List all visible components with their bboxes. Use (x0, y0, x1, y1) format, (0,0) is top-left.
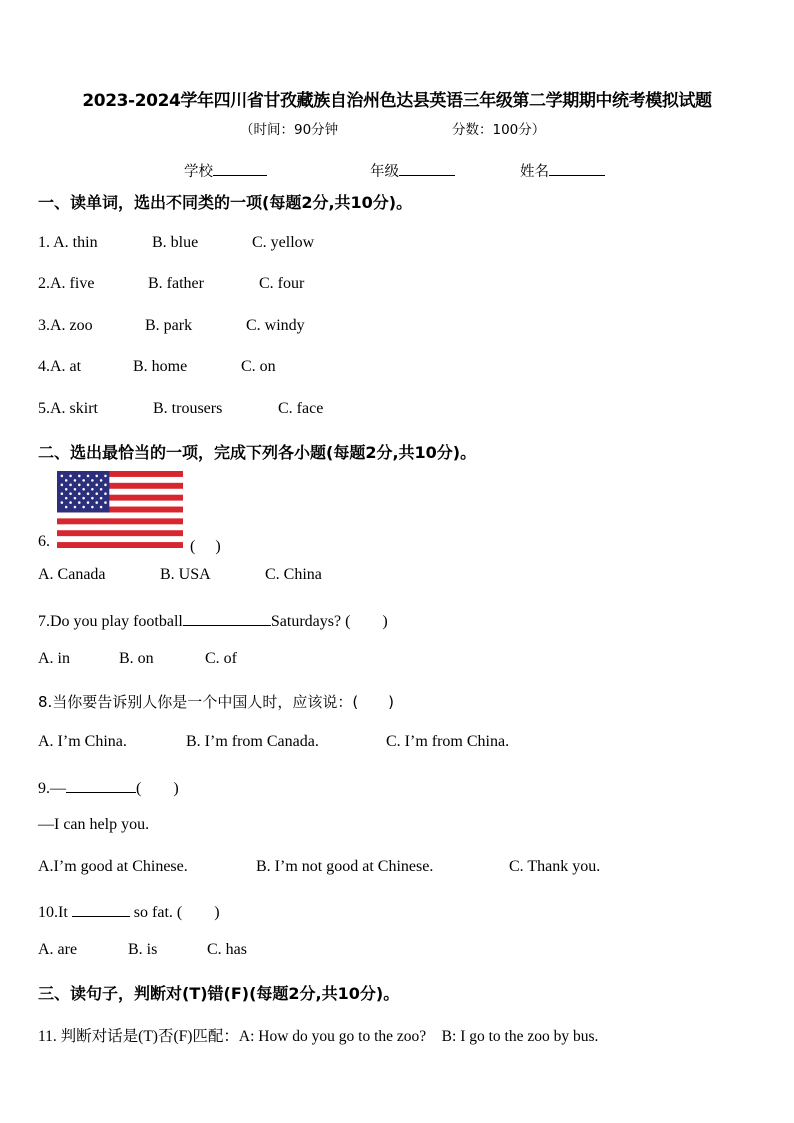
grade-blank[interactable] (399, 161, 455, 176)
question-8: 8.当你要告诉别人你是一个中国人时，应该说：( ) (38, 693, 395, 711)
name-field (520, 160, 605, 181)
q7-option-b: B. on (119, 650, 154, 667)
section-3-heading: 三、读句子，判断对(T)错(F)(每题2分,共10分)。 (38, 984, 400, 1003)
q9-stem-start: 9.— (38, 780, 66, 797)
question-9 (38, 775, 179, 798)
question-9-options (38, 858, 601, 876)
q9-stem-end: ( ) (136, 780, 179, 797)
q1-option-a: 1. A. thin (38, 234, 98, 251)
question-2 (38, 275, 305, 293)
exam-time: （时间：90分钟 (240, 122, 339, 138)
q10-stem-start: 10.It (38, 904, 68, 921)
school-field (184, 160, 267, 181)
q8-option-b: B. I’m from Canada. (186, 733, 319, 750)
q6-option-c: C. China (265, 566, 322, 583)
question-1 (38, 234, 315, 252)
q5-option-b: B. trousers (153, 400, 223, 417)
q2-option-b: B. father (148, 275, 204, 292)
q8-option-c: C. I’m from China. (386, 733, 510, 750)
q9-blank[interactable] (66, 778, 136, 793)
q9-option-a: A.I’m good at Chinese. (38, 858, 188, 875)
q10-blank[interactable] (72, 902, 130, 917)
question-8-options (38, 733, 510, 751)
usa-flag-image (57, 471, 183, 548)
q10-stem-end: so fat. ( ) (133, 904, 220, 921)
q6-option-b: B. USA (160, 566, 211, 583)
q4-option-a: 4.A. at (38, 358, 82, 375)
q7-stem-start: 7.Do you play football (38, 613, 183, 630)
exam-score: 分数：100分） (452, 122, 546, 138)
q5-option-c: C. face (278, 400, 324, 417)
q2-option-a: 2.A. five (38, 275, 95, 292)
q10-option-b: B. is (128, 941, 158, 958)
question-6-number: 6. (38, 533, 50, 550)
q4-option-c: C. on (241, 358, 276, 375)
q1-option-b: B. blue (152, 234, 199, 251)
question-9-reply: —I can help you. (38, 816, 150, 833)
q3-option-b: B. park (145, 317, 193, 334)
q7-stem-end: Saturdays? ( ) (270, 613, 388, 630)
q7-blank[interactable] (183, 611, 271, 626)
question-7-options (38, 650, 237, 668)
question-6-answer-paren: ( ) (190, 538, 221, 555)
question-10 (38, 899, 220, 922)
name-label: 姓名 (520, 164, 549, 180)
q10-option-c: C. has (207, 941, 247, 958)
q10-option-a: A. are (38, 941, 78, 958)
question-11: 11. 判断对话是(T)否(F)匹配：A: How do you go to the zoo? B: I go to the zoo by bus. (38, 1028, 599, 1045)
q6-option-a: A. Canada (38, 566, 106, 583)
question-5 (38, 400, 324, 418)
question-6-options (38, 566, 322, 584)
grade-label: 年级 (370, 164, 399, 180)
q4-option-b: B. home (133, 358, 188, 375)
q9-option-c: C. Thank you. (509, 858, 601, 875)
q7-option-c: C. of (205, 650, 237, 667)
grade-field (370, 160, 455, 181)
school-label: 学校 (184, 164, 213, 180)
q1-option-c: C. yellow (252, 234, 315, 251)
school-blank[interactable] (213, 161, 267, 176)
section-2-heading: 二、选出最恰当的一项，完成下列各小题(每题2分,共10分)。 (38, 443, 477, 462)
question-4 (38, 358, 276, 376)
q3-option-a: 3.A. zoo (38, 317, 93, 334)
section-1-heading: 一、读单词，选出不同类的一项(每题2分,共10分)。 (38, 193, 413, 212)
name-blank[interactable] (549, 161, 605, 176)
question-7 (38, 608, 388, 631)
question-10-options (38, 941, 247, 959)
q5-option-a: 5.A. skirt (38, 400, 98, 417)
question-3 (38, 317, 305, 335)
q8-option-a: A. I’m China. (38, 733, 127, 750)
q7-option-a: A. in (38, 650, 70, 667)
q3-option-c: C. windy (246, 317, 305, 334)
page-title: 2023-2024学年四川省甘孜藏族自治州色达县英语三年级第二学期期中统考模拟试题 (82, 91, 712, 111)
q2-option-c: C. four (259, 275, 305, 292)
q9-option-b: B. I’m not good at Chinese. (256, 858, 434, 875)
